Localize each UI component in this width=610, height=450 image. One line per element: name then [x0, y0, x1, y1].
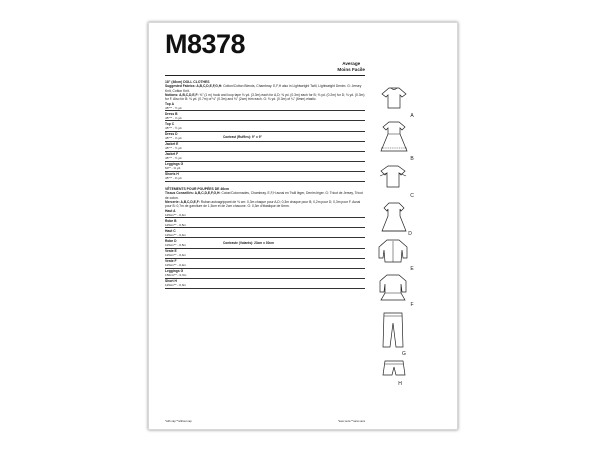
view-label: Robe D: [165, 238, 177, 243]
view-label: Leggings G: [165, 269, 184, 274]
french-yardage-row: [165, 209, 365, 219]
view-label: Jacket E: [165, 142, 179, 147]
french-notions-label: Mercerie: A,B,C,D,E,F:: [165, 199, 200, 204]
french-yardage-row: [165, 219, 365, 229]
yardage-value: 45"** - ½ yd.: [165, 146, 183, 151]
yardage-value: 115cm** - 0,3m: [165, 283, 187, 288]
yardage-value: 150cm** - 0,3m: [165, 273, 187, 278]
english-notions-text: ⅜" (1 m) hook and loop tape ⅛ yd. (3.3m) each for A,D; ⅜ yd. (0.3m) each for B; ⅜ yd. (0.2m) for D; ⅛ yd. (0.3m) for F. Also for B: ⅜ yd. (0.7m) of ⅛" (0.3m) and ⅜" (2cm) trim each. G: ⅜ yd. (0.3m) of ¼" (6mm) elastic.: [165, 92, 365, 102]
view-label: Leggings G: [165, 162, 184, 167]
garment-b-dress-illustration: [377, 120, 411, 154]
footer-left: *with nap **without nap: [165, 420, 192, 423]
difficulty-level: [337, 61, 365, 73]
french-yardage-row: [165, 239, 365, 249]
view-label: Shorts H: [165, 172, 179, 177]
french-yardage-row: [165, 229, 365, 239]
french-fabrics-text: Coton/Cotonnades, Chambray. E,F,H aussi en Twill léger, Denim léger. G: Tricot de Jersey, Tricot de coton.: [165, 191, 363, 200]
garment-g-leggings-illustration: [379, 311, 407, 349]
view-label: Dress D: [165, 132, 178, 136]
view-label: Short H: [165, 279, 177, 284]
level-english: Average: [342, 61, 361, 66]
english-heading: 18" (46cm) DOLL CLOTHES: [165, 80, 210, 84]
view-label: Veste E: [165, 249, 177, 254]
yardage-value: 115cm** - 0,5m: [165, 242, 187, 247]
garment-b-label: B: [410, 156, 414, 162]
yardage-content: [165, 78, 365, 289]
garment-d-label: D: [408, 231, 412, 237]
english-yardage-row: [165, 102, 365, 112]
french-heading: VÊTEMENTS POUR POUPÉES DE 46cm: [165, 186, 230, 191]
garment-e-jacket-illustration: [375, 238, 411, 264]
pattern-envelope-back: [148, 22, 458, 430]
garment-g-label: G: [402, 351, 406, 357]
pattern-code: M8378: [165, 29, 246, 59]
footer-right: *avec sens **sans sens: [337, 420, 365, 423]
garment-f-label: F: [410, 302, 414, 308]
english-yardage-row: [165, 142, 365, 152]
garment-h-shorts-illustration: [380, 359, 408, 377]
french-yardage-list: [165, 209, 365, 289]
french-yardage-row: [165, 279, 365, 289]
yardage-value: 115cm** - 0,4m: [165, 253, 187, 258]
header-rule: [165, 75, 365, 76]
yardage-value: 45"** - ½ yd.: [165, 105, 183, 110]
yardage-value: 115cm** - 0,4m: [165, 232, 187, 237]
french-yardage-row: [165, 249, 365, 259]
yardage-value: 45"** - ½ yd.: [165, 125, 183, 130]
view-label: Haut A: [165, 208, 176, 213]
view-label: Veste F: [165, 259, 177, 264]
english-yardage-list: [165, 102, 365, 182]
french-yardage-row: [165, 259, 365, 269]
view-label: Haut C: [165, 228, 176, 233]
garment-c-label: C: [410, 193, 414, 199]
english-yardage-row: [165, 122, 365, 132]
english-fabrics: [165, 84, 365, 92]
yardage-value: 45"** - ⅝ yd.: [165, 136, 183, 140]
english-notions: [165, 93, 365, 101]
garment-d-dress-illustration: [377, 201, 411, 235]
garment-f-jacket-illustration: [375, 273, 411, 303]
yardage-value: 115cm** - 0,4m: [165, 263, 187, 268]
garment-c-top-illustration: [377, 164, 409, 190]
english-yardage-row: [165, 162, 365, 172]
view-label: Top C: [165, 121, 175, 126]
yardage-value: 45"** - ⅜ yd.: [165, 176, 183, 181]
english-yardage-row: [165, 132, 365, 142]
garment-illustrations: [371, 86, 451, 416]
yardage-value: 115cm** - 0,5m: [165, 222, 187, 227]
garment-e-label: E: [410, 266, 414, 272]
french-fabrics-label: Tissus Conseillés: A,B,C,D,E,F,G,H:: [165, 191, 221, 196]
french-yardage-row: [165, 269, 365, 279]
level-french: Moins Facile: [337, 67, 365, 72]
yardage-value: 45"** - ½ yd.: [165, 156, 183, 161]
contrast-note: Contrast (Ruffles): 9" x 9": [223, 134, 262, 139]
french-fabrics: [165, 191, 365, 199]
english-yardage-row: [165, 112, 365, 122]
garment-a-top-illustration: [379, 86, 409, 110]
french-notions-text: Ruban autoagrippant de ⅜ cm: 0,3m chaque pour A,D; 0,3m chaque pour B; 0,2m pour D; 0,3m pour F. Aussi pour B: 0,7m de garniture de 1,5cm et de 2cm chacune. G: 0,3m d'élastique de 6mm.: [165, 199, 361, 208]
yardage-value: 60"* - ⅜ yd.: [165, 166, 182, 171]
english-yardage-row: [165, 172, 365, 182]
garment-a-label: A: [410, 113, 414, 119]
english-fabrics-text: Cotton/Cotton Blends, Chambray. E,F,H also in Lightweight Twill, Lightweight Denim. G: Jersey Knit, Cotton Knit.: [165, 84, 362, 93]
garment-h-label: H: [398, 381, 402, 387]
yardage-value: 45"** - ⅝ yd.: [165, 115, 183, 120]
footer-notes: [165, 420, 365, 423]
english-yardage-row: [165, 152, 365, 162]
english-fabrics-label: Suggested Fabrics: A,B,C,D,E,F,G,H:: [165, 84, 223, 89]
view-label: Jacket F: [165, 152, 179, 157]
yardage-value: 115cm** - 0,4m: [165, 212, 187, 217]
view-label: Top A: [165, 101, 174, 106]
contrast-note: Contraste (Volants): 23cm x 30cm: [223, 241, 274, 246]
view-label: Dress B: [165, 111, 178, 116]
view-label: Robe B: [165, 218, 177, 223]
english-notions-label: Notions: A,B,C,D,E,F:: [165, 92, 199, 97]
french-notions: [165, 200, 365, 208]
